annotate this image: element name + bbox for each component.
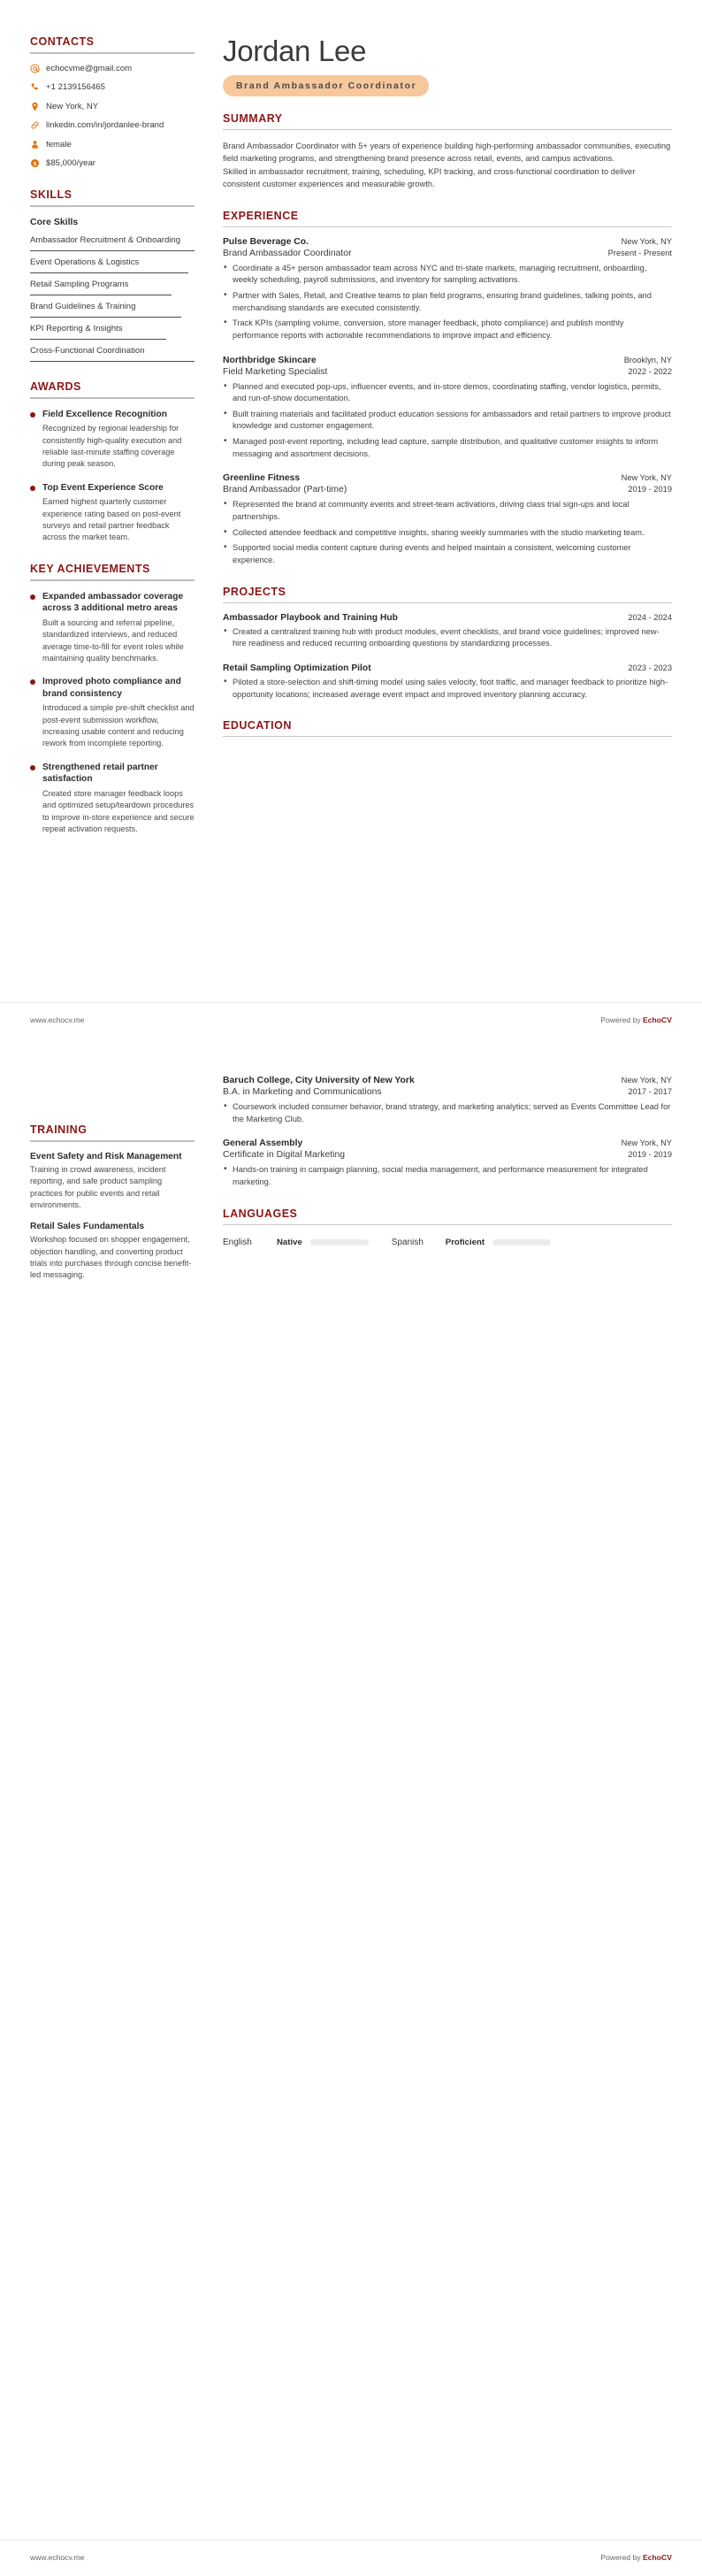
education-dates: 2017 - 2017 [628, 1087, 672, 1096]
achievement-desc: Created store manager feedback loops and optimized setup/teardown procedures to improve in-store experience and secure repeat activation requests. [42, 788, 195, 833]
section-experience [223, 210, 672, 567]
resume-page-2 [0, 1051, 702, 2576]
svg-text:$: $ [33, 162, 37, 168]
training-rule [30, 1140, 195, 1142]
experience-role: Field Marketing Specialist [223, 366, 328, 377]
projects-heading: PROJECTS [223, 585, 286, 598]
contact-location-text: New York, NY [46, 101, 99, 111]
experience-dates: 2022 - 2022 [628, 366, 672, 376]
contact-linkedin[interactable] [30, 120, 195, 131]
email-icon [30, 64, 40, 73]
section-education-heading [223, 719, 672, 737]
contact-salary [30, 158, 195, 169]
bullet-dot-icon [30, 412, 35, 418]
footer-brand: EchoCV [643, 2553, 672, 2562]
education-rule [223, 736, 672, 737]
section-education-entries [223, 1076, 672, 1189]
bullet-dot-icon [30, 594, 35, 600]
experience-points [223, 381, 672, 461]
list-item: • Planned and executed pop-ups, influencer events, and in-store demos, coordinating staffing, vendor logistics, permits, and run-of-show documentation. [223, 381, 672, 405]
experience-role: Brand Ambassador Coordinator [223, 248, 352, 258]
experience-org: Pulse Beverage Co. [223, 236, 309, 247]
section-contacts [30, 35, 195, 170]
contacts-heading: CONTACTS [30, 35, 95, 48]
language-item [223, 1238, 369, 1247]
page-1-body [0, 0, 702, 993]
skill-item: Cross-Functional Coordination [30, 346, 195, 362]
experience-rule [223, 226, 672, 227]
language-name: English [223, 1237, 252, 1247]
summary-rule [223, 129, 672, 130]
training-desc: Workshop focused on shopper engagement, objection handling, and converting product trials into purchases through concise benefit-led messaging. [30, 1235, 192, 1280]
experience-dates: 2019 - 2019 [628, 485, 672, 494]
experience-location: New York, NY [621, 236, 672, 246]
person-icon [30, 140, 40, 150]
list-item: • Supported social media content capture during events and helped maintain a consistent, welcoming customer experience. [223, 542, 672, 566]
education-org: Baruch College, City University of New York [223, 1076, 415, 1085]
skills-list [30, 235, 195, 362]
page-separator [0, 1039, 702, 1051]
education-location: New York, NY [621, 1138, 672, 1148]
experience-location: New York, NY [621, 473, 672, 483]
award-item [30, 409, 195, 471]
awards-rule [30, 397, 195, 399]
salary-coin-icon [30, 158, 40, 168]
sidebar-column-page2 [30, 1076, 203, 1300]
experience-entry [223, 356, 672, 461]
project-points [223, 677, 672, 701]
key-achievements-heading: KEY ACHIEVEMENTS [30, 562, 150, 575]
languages-heading: LANGUAGES [223, 1207, 298, 1220]
language-level: Proficient [445, 1237, 485, 1247]
project-points [223, 626, 672, 650]
education-points [223, 1164, 672, 1188]
education-degree: B.A. in Marketing and Communications [223, 1087, 382, 1097]
phone-icon [30, 82, 40, 92]
contact-email-text: echocvme@gmail.com [46, 64, 133, 73]
list-item: • Piloted a store-selection and shift-timing model using sales velocity, foot traffic, and manager feedback to prioritize high-opportunity locations; increased average event impact and improved inventory planning accuracy. [223, 677, 672, 701]
language-item [392, 1238, 551, 1247]
experience-entry [223, 237, 672, 342]
education-location: New York, NY [621, 1076, 672, 1085]
footer-powered-prefix: Powered by [600, 1016, 644, 1024]
list-item: • Coursework included consumer behavior, brand strategy, and marketing analytics; served as Events Committee Lead for the Marketing Club. [223, 1101, 672, 1125]
achievement-item [30, 762, 195, 836]
page-2-footer [0, 2540, 702, 2576]
project-title: Ambassador Playbook and Training Hub [223, 612, 398, 623]
footer-brand: EchoCV [643, 1016, 672, 1024]
main-column [203, 35, 672, 755]
sidebar-spacer [30, 1076, 195, 1123]
key-achievements-rule [30, 579, 195, 581]
award-desc: Earned highest quarterly customer experience rating based on post-event surveys and retail partner feedback across the market team. [42, 497, 181, 542]
page-1-footer [0, 1002, 702, 1039]
achievement-desc: Built a sourcing and referral pipeline, standardized interviews, and reduced average time-to-fill for event roles while maintaining quality benchmarks. [42, 617, 184, 663]
skill-item: KPI Reporting & Insights [30, 324, 195, 340]
bullet-dot-icon [30, 765, 35, 770]
list-item: • Coordinate a 45+ person ambassador team across NYC and tri-state markets, managing recruitment, onboarding, weekly scheduling, payroll submissions, and inventory for sampling activations. [223, 263, 672, 287]
list-item: • Managed post-event reporting, including lead capture, sample distribution, and qualitative customer insights to inform messaging and assortment decisions. [223, 436, 672, 460]
contact-linkedin-text: linkedin.com/in/jordanlee-brand [46, 120, 164, 131]
footer-powered-by [600, 2553, 672, 2562]
award-desc: Recognized by regional leadership for consistently high-quality execution and reliable last-minute staffing coverage during peak season. [42, 424, 182, 469]
section-training [30, 1123, 195, 1282]
award-title: Top Event Experience Score [42, 482, 164, 493]
list-item: • Track KPIs (sampling volume, conversion, store manager feedback, photo compliance) and publish monthly performance reports with actionable recommendations to improve impact and efficiency. [223, 318, 672, 341]
bullet-dot-icon [30, 486, 35, 491]
section-skills [30, 188, 195, 362]
training-title: Retail Sales Fundamentals [30, 1222, 145, 1232]
section-summary [223, 112, 672, 191]
page-2-body [0, 1051, 702, 2044]
language-level: Native [277, 1237, 302, 1247]
skill-item: Retail Sampling Programs [30, 280, 195, 295]
education-entry [223, 1076, 672, 1125]
contact-salary-text: $85,000/year [46, 158, 96, 169]
training-title: Event Safety and Risk Management [30, 1152, 182, 1162]
contact-phone[interactable] [30, 82, 195, 93]
job-title-badge: Brand Ambassador Coordinator [223, 75, 429, 96]
skill-item: Event Operations & Logistics [30, 257, 195, 273]
contact-phone-text: +1 2139156465 [46, 82, 105, 93]
list-item: • Partner with Sales, Retail, and Creative teams to plan field programs, ensuring brand guidelines, talking points, and merchandising standards are executed consistently. [223, 290, 672, 314]
contact-email[interactable] [30, 64, 195, 74]
section-languages [223, 1208, 672, 1247]
experience-heading: EXPERIENCE [223, 209, 299, 222]
awards-heading: AWARDS [30, 380, 81, 393]
training-heading: TRAINING [30, 1123, 88, 1136]
projects-rule [223, 602, 672, 603]
bullet-dot-icon [30, 679, 35, 685]
link-icon [30, 120, 40, 130]
footer-powered-by [600, 1016, 672, 1024]
project-entry [223, 663, 672, 701]
footer-site[interactable]: www.echocv.me [30, 2553, 85, 2562]
skill-item: Brand Guidelines & Training [30, 302, 195, 318]
summary-paragraph: Brand Ambassador Coordinator with 5+ years of experience building high-performing ambassador communities, executing field marketing programs, and strengthening brand presence across retail, events, and campus activations. [223, 140, 671, 164]
summary-paragraph: Skilled in ambassador recruitment, training, scheduling, KPI tracking, and cross-functional coordination to deliver consistent customer experiences and measurable growth. [223, 165, 636, 189]
skills-heading: SKILLS [30, 188, 72, 201]
contact-gender [30, 140, 195, 150]
main-column-page2 [203, 1076, 672, 1266]
project-entry [223, 613, 672, 650]
training-desc: Training in crowd awareness, incident reporting, and safe product sampling practices for public events and retail environments. [30, 1165, 166, 1210]
location-pin-icon [30, 102, 40, 111]
achievement-item [30, 591, 195, 665]
achievement-item [30, 676, 195, 750]
section-projects [223, 586, 672, 702]
language-proficiency-bar [492, 1239, 551, 1246]
training-item [30, 1152, 195, 1211]
experience-org: Greenline Fitness [223, 473, 301, 484]
education-entry [223, 1138, 672, 1188]
experience-org: Northbridge Skincare [223, 355, 317, 365]
footer-site[interactable]: www.echocv.me [30, 1016, 85, 1024]
experience-dates: Present - Present [607, 248, 672, 257]
achievement-title: Improved photo compliance and brand consistency [42, 677, 181, 699]
contact-gender-text: female [46, 139, 72, 150]
skills-rule [30, 205, 195, 207]
education-degree: Certificate in Digital Marketing [223, 1150, 346, 1161]
list-item: • Collected attendee feedback and competitive insights, sharing weekly summaries with the studio marketing team. [223, 527, 672, 540]
award-title: Field Excellence Recognition [42, 409, 167, 419]
footer-powered-prefix: Powered by [600, 2553, 644, 2562]
project-dates: 2024 - 2024 [628, 612, 672, 622]
list-item: • Created a centralized training hub with product modules, event checklists, and brand voice guidelines; improved new-hire readiness and reduced recurring onboarding questions by standardizing processes. [223, 626, 672, 650]
award-item [30, 482, 195, 544]
section-awards [30, 380, 195, 544]
contacts-rule [30, 52, 195, 54]
achievement-title: Expanded ambassador coverage across 3 additional metro areas [42, 591, 184, 614]
summary-heading: SUMMARY [223, 111, 283, 125]
contact-location [30, 102, 195, 112]
project-title: Retail Sampling Optimization Pilot [223, 663, 371, 674]
skills-subheading: Core Skills [30, 216, 79, 227]
languages-rule [223, 1224, 672, 1225]
experience-points [223, 263, 672, 342]
training-item [30, 1222, 195, 1281]
project-dates: 2023 - 2023 [628, 663, 672, 673]
education-dates: 2019 - 2019 [628, 1150, 672, 1160]
list-item: • Represented the brand at community events and street-team activations, driving class trial sign-ups and local partnerships. [223, 499, 672, 523]
list-item: • Built training materials and facilitated product education sessions for ambassadors and retail partners to improve product knowledge and customer engagement. [223, 409, 672, 433]
list-item: • Hands-on training in campaign planning, social media management, and performance measurement for integrated marketing. [223, 1164, 672, 1188]
experience-location: Brooklyn, NY [623, 355, 672, 364]
languages-list [223, 1235, 672, 1247]
education-heading: EDUCATION [223, 719, 292, 732]
experience-entry [223, 473, 672, 566]
skill-item: Ambassador Recruitment & Onboarding [30, 235, 195, 251]
language-name: Spanish [391, 1237, 423, 1247]
section-key-achievements [30, 563, 195, 836]
education-org: General Assembly [223, 1138, 303, 1149]
page-title: Jordan Lee [223, 34, 367, 67]
resume-page-1 [0, 0, 702, 1039]
sidebar-column [30, 35, 203, 854]
achievement-desc: Introduced a simple pre-shift checklist and post-event submission workflow, increasing usable content and reducing rework from incomplete reporting. [42, 703, 195, 748]
achievement-title: Strengthened retail partner satisfaction [42, 762, 158, 785]
education-points [223, 1101, 672, 1125]
experience-points [223, 499, 672, 566]
experience-role: Brand Ambassador (Part-time) [223, 485, 347, 495]
language-proficiency-bar [310, 1239, 369, 1246]
